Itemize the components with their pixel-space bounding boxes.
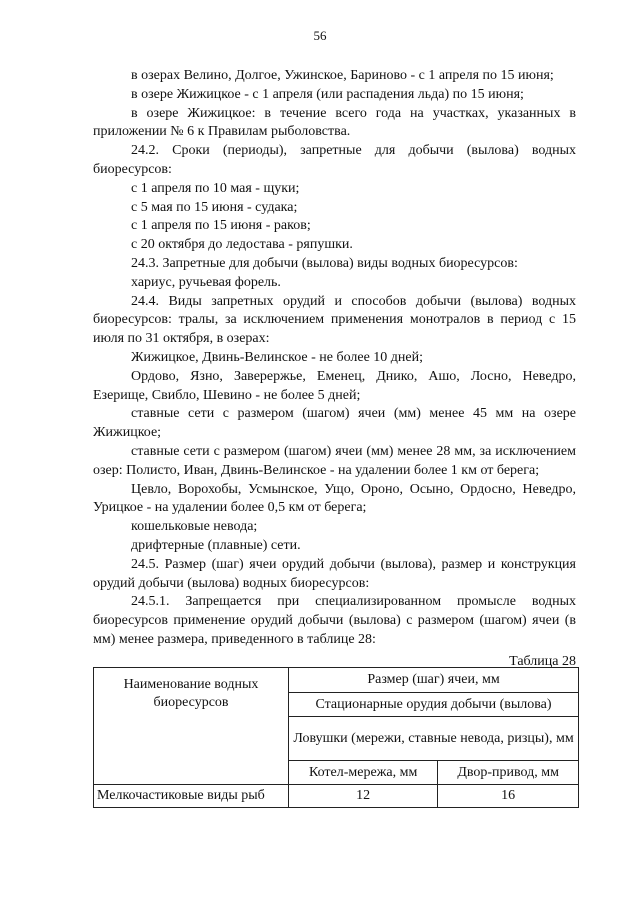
paragraph: хариус, ручьевая форель. — [131, 274, 281, 290]
paragraph: в озерах Велино, Долгое, Ужинское, Бариново - с 1 апреля по 15 июня; — [131, 68, 554, 83]
table-row — [94, 785, 579, 808]
paragraph: Цевло, Ворохобы, Усмынское, Ущо, Ороно, Осыно, Ордосно, Неведро, Урицкое - на удалении более 0,5 км от берега; — [93, 481, 576, 516]
paragraph: 24.2. Сроки (периоды), запретные для добычи (вылова) водных биоресурсов: — [93, 143, 576, 177]
paragraph: дрифтерные (плавные) сети. — [131, 537, 301, 553]
paragraph: 24.5.1. Запрещается при специализированном промысле водных биоресурсов применение орудий добычи (вылова) с размером (шагом) ячеи (в мм) менее размера, приведенного в таблице 28: — [93, 594, 576, 647]
paragraph: Жижицкое, Двинь-Велинское - не более 10 дней; — [131, 349, 424, 365]
paragraph: ставные сети с размером (шагом) ячеи (мм) менее 45 мм на озере Жижицкое; — [93, 406, 576, 441]
paragraph: Ордово, Язно, Заверержье, Еменец, Днико, Ашо, Лосно, Неведро, Езерище, Свибло, Шевино - не более 5 дней; — [93, 368, 576, 403]
mesh-size-table — [93, 667, 579, 808]
row-species-name: Мелкочастиковые виды рыб — [94, 785, 289, 808]
header-kotel-merezha: Котел-мережа, мм — [289, 761, 438, 785]
paragraph: ставные сети с размером (шагом) ячеи (мм) менее 28 мм, за исключением озер: Полисто, Иван, Двинь-Велинское - на удалении более 1 км от берега; — [93, 443, 576, 478]
paragraph: с 20 октября до ледостава - ряпушки. — [131, 237, 353, 253]
paragraph: с 1 апреля по 15 июня - раков; — [131, 218, 311, 234]
row-kotel-value: 12 — [289, 785, 438, 808]
paragraph: 24.5. Размер (шаг) ячеи орудий добычи (вылова), размер и конструкция орудий добычи (вылова) водных биоресурсов: — [93, 556, 576, 591]
header-stationary-gear: Стационарные орудия добычи (вылова) — [289, 693, 579, 717]
body-text — [93, 67, 576, 672]
header-traps: Ловушки (мережи, ставные невода, ризцы), мм — [289, 717, 579, 761]
header-dvor-privod: Двор-привод, мм — [438, 761, 579, 785]
paragraph: 24.3. Запретные для добычи (вылова) виды водных биоресурсов: — [131, 255, 518, 271]
page-number: 56 — [313, 28, 327, 43]
paragraph: 24.4. Виды запретных орудий и способов добычи (вылова) водных биоресурсов: тралы, за исключением применения монотралов в период с 15 июля по 31 октября, в озерах: — [93, 293, 576, 347]
table-caption: Таблица 28 — [509, 653, 576, 669]
header-mesh-size: Размер (шаг) ячеи, мм — [289, 668, 579, 693]
paragraph: с 5 мая по 15 июня - судака; — [131, 199, 298, 215]
paragraph: в озере Жижицкое: в течение всего года на участках, указанных в приложении № 6 к Правилам рыболовства. — [93, 105, 576, 140]
paragraph: с 1 апреля по 10 мая - щуки; — [131, 180, 300, 196]
paragraph: кошельковые невода; — [131, 519, 258, 535]
row-dvor-value: 16 — [438, 785, 579, 808]
paragraph: в озере Жижицкое - с 1 апреля (или распадения льда) по 15 июня; — [131, 86, 524, 102]
table-header-row — [94, 668, 579, 693]
header-species-name: Наименование водных биоресурсов — [94, 668, 289, 785]
